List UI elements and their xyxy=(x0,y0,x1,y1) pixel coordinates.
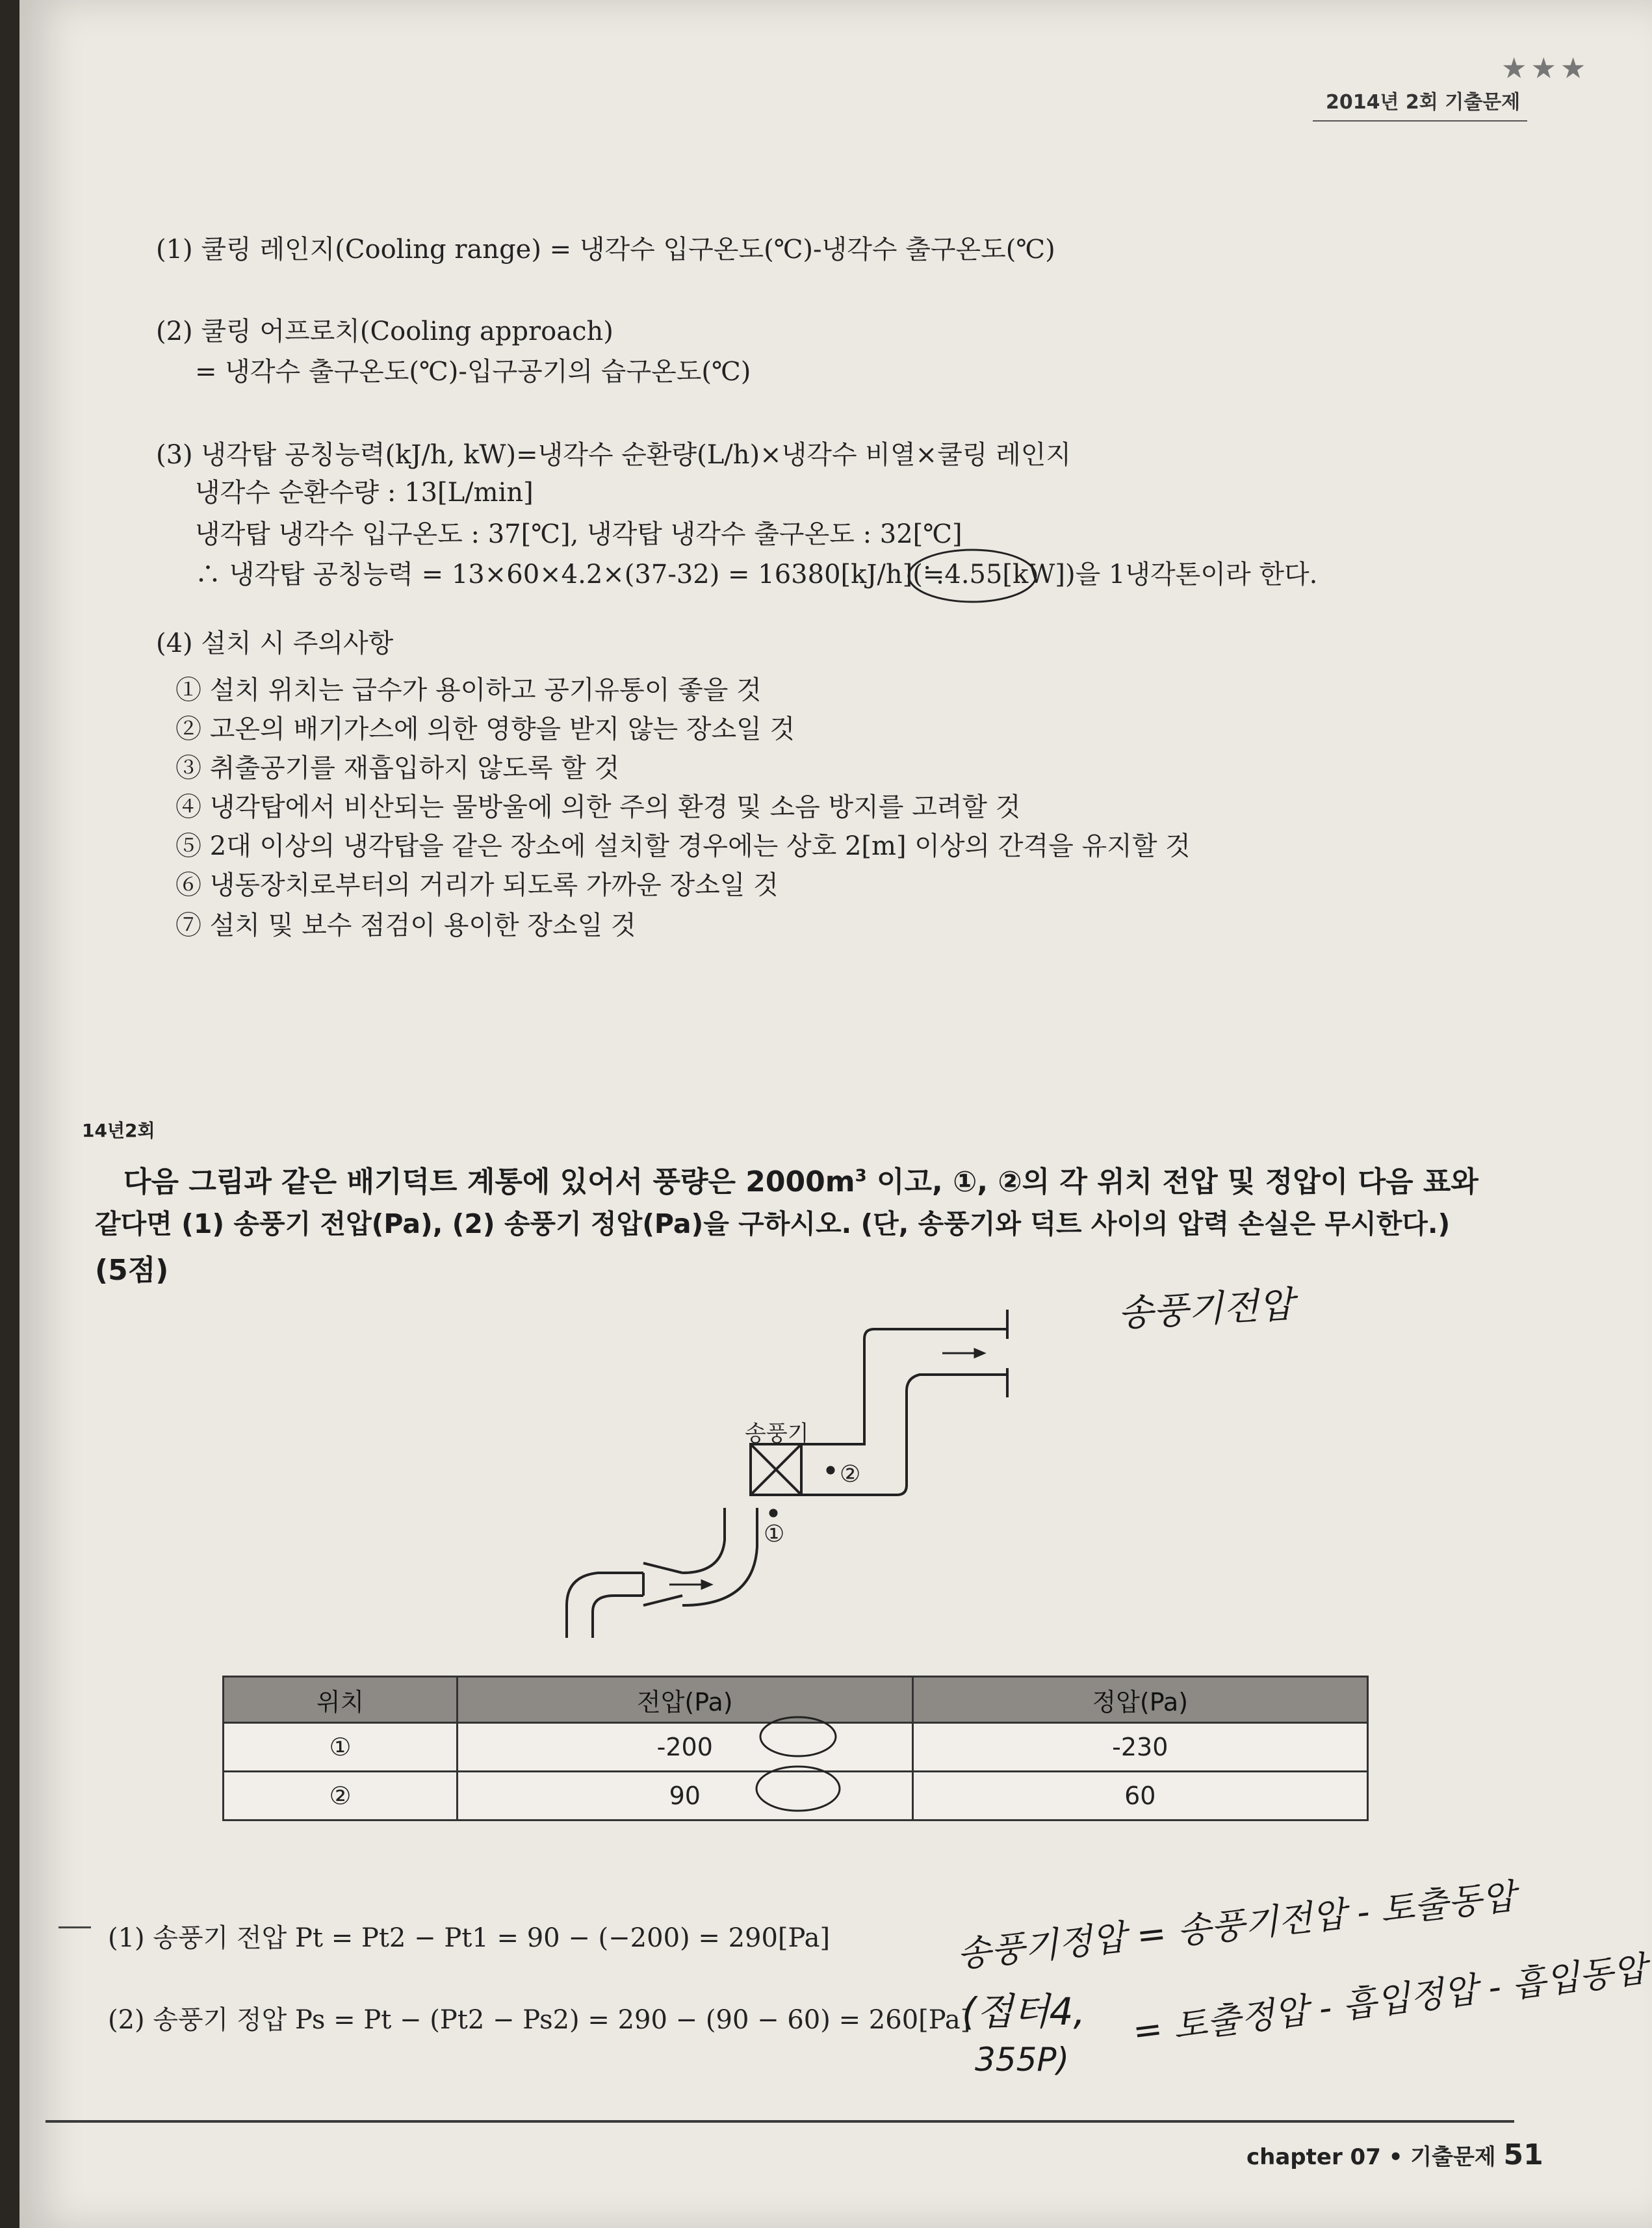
question-tag: 14년2회 xyxy=(82,1120,155,1141)
water-temperatures: 냉각탑 냉각수 입구온도 : 37[℃], 냉각탑 냉각수 출구온도 : 32[℃] xyxy=(195,519,962,549)
question-points: (5점) xyxy=(95,1254,169,1287)
question-line-1: 다음 그림과 같은 배기덕트 계통에 있어서 풍량은 $2000m^3$ 이고, ①, ②의 각 위치 전압 및 정압이 다음 표와 xyxy=(123,1165,1478,1198)
answer-1: (1) 송풍기 전압 Pt = Pt2 − Pt1 = 90 − (−200) = 290[Pa] xyxy=(108,1923,831,1953)
answer-2: (2) 송풍기 정압 Ps = Pt − (Pt2 − Ps2) = 290 − (90 − 60) = 260[Pa] xyxy=(108,2005,971,2035)
pen-circle-marks xyxy=(734,1709,864,1820)
pen-circle-mark xyxy=(902,545,1045,616)
handwritten-note: 355P) xyxy=(975,2041,1070,2079)
table-cell: -200 xyxy=(458,1723,912,1772)
duct-diagram xyxy=(552,1300,1046,1651)
table-cell: 90 xyxy=(458,1772,912,1820)
list-item: ③ 취출공기를 재흡입하지 않도록 할 것 xyxy=(175,753,620,783)
table-cell: -230 xyxy=(912,1723,1367,1772)
cooling-approach-line: (2) 쿨링 어프로치(Cooling approach) xyxy=(156,317,613,346)
list-item: ⑦ 설치 및 보수 점검이 용이한 장소일 것 xyxy=(175,911,636,940)
running-header: 2014년 2회 기출문제 xyxy=(1326,91,1521,114)
list-item: ① 설치 위치는 급수가 용이하고 공기유통이 좋을 것 xyxy=(175,675,762,705)
page-footer: chapter 07 • 기출문제 51 xyxy=(1246,2138,1543,2171)
table-cell: ② xyxy=(224,1772,458,1820)
handwritten-note: 송풍기전압 xyxy=(1116,1283,1295,1336)
header-divider xyxy=(1313,120,1527,122)
handwritten-note: 송풍기정압 = 송풍기전압 - 토출동압 xyxy=(955,1876,1518,1975)
list-item: ⑤ 2대 이상의 냉각탑을 같은 장소에 설치할 경우에는 상호 2[m] 이상의 간격을 유지할 것 xyxy=(175,831,1191,861)
handwritten-note: = 토출정압 - 흡입정압 - 흡입동압 xyxy=(1130,1948,1649,2053)
list-item: ④ 냉각탑에서 비산되는 물방울에 의한 주의 환경 및 소음 방지를 고려할 것 xyxy=(175,792,1021,822)
col-header-total-pressure: 전압(Pa) xyxy=(458,1677,912,1723)
installation-heading: (4) 설치 시 주의사항 xyxy=(156,628,394,658)
point-1-label: ① xyxy=(764,1521,785,1548)
handwritten-note: (접터4, xyxy=(962,1989,1086,2034)
col-header-static-pressure: 정압(Pa) xyxy=(912,1677,1367,1723)
cooling-approach-formula: = 냉각수 출구온도(℃)-입구공기의 습구온도(℃) xyxy=(195,357,751,387)
list-item: ② 고온의 배기가스에 의한 영향을 받지 않는 장소일 것 xyxy=(175,714,795,744)
footer-divider xyxy=(45,2120,1514,2123)
table-cell: ① xyxy=(224,1723,458,1772)
col-header-position: 위치 xyxy=(224,1677,458,1723)
circulation-rate: 냉각수 순환수량 : 13[L/min] xyxy=(195,478,534,508)
fan-label: 송풍기 xyxy=(745,1421,809,1447)
page-number: 51 xyxy=(1503,2138,1543,2171)
tower-capacity-line: (3) 냉각탑 공칭능력(kJ/h, kW)=냉각수 순환량(L/h)×냉각수 비열×쿨링 레인지 xyxy=(156,440,1072,470)
decorative-stars-icon: ★★★ xyxy=(1501,52,1590,85)
book-page xyxy=(19,0,1652,2228)
point-2-label: ② xyxy=(840,1461,861,1488)
question-line-2: 같다면 (1) 송풍기 전압(Pa), (2) 송풍기 정압(Pa)을 구하시오. (단, 송풍기와 덕트 사이의 압력 손실은 무시한다.) xyxy=(95,1208,1451,1239)
cooling-range-line: (1) 쿨링 레인지(Cooling range) = 냉각수 입구온도(℃)-냉각수 출구온도(℃) xyxy=(156,235,1055,265)
table-cell: 60 xyxy=(912,1772,1367,1820)
list-item: ⑥ 냉동장치로부터의 거리가 되도록 가까운 장소일 것 xyxy=(175,870,779,900)
margin-mark xyxy=(58,1926,91,1928)
capacity-result: ∴ 냉각탑 공칭능력 = 13×60×4.2×(37-32) = 16380[kJ/h](≒4.55[kW])을 1냉각톤이라 한다. xyxy=(195,560,1318,589)
